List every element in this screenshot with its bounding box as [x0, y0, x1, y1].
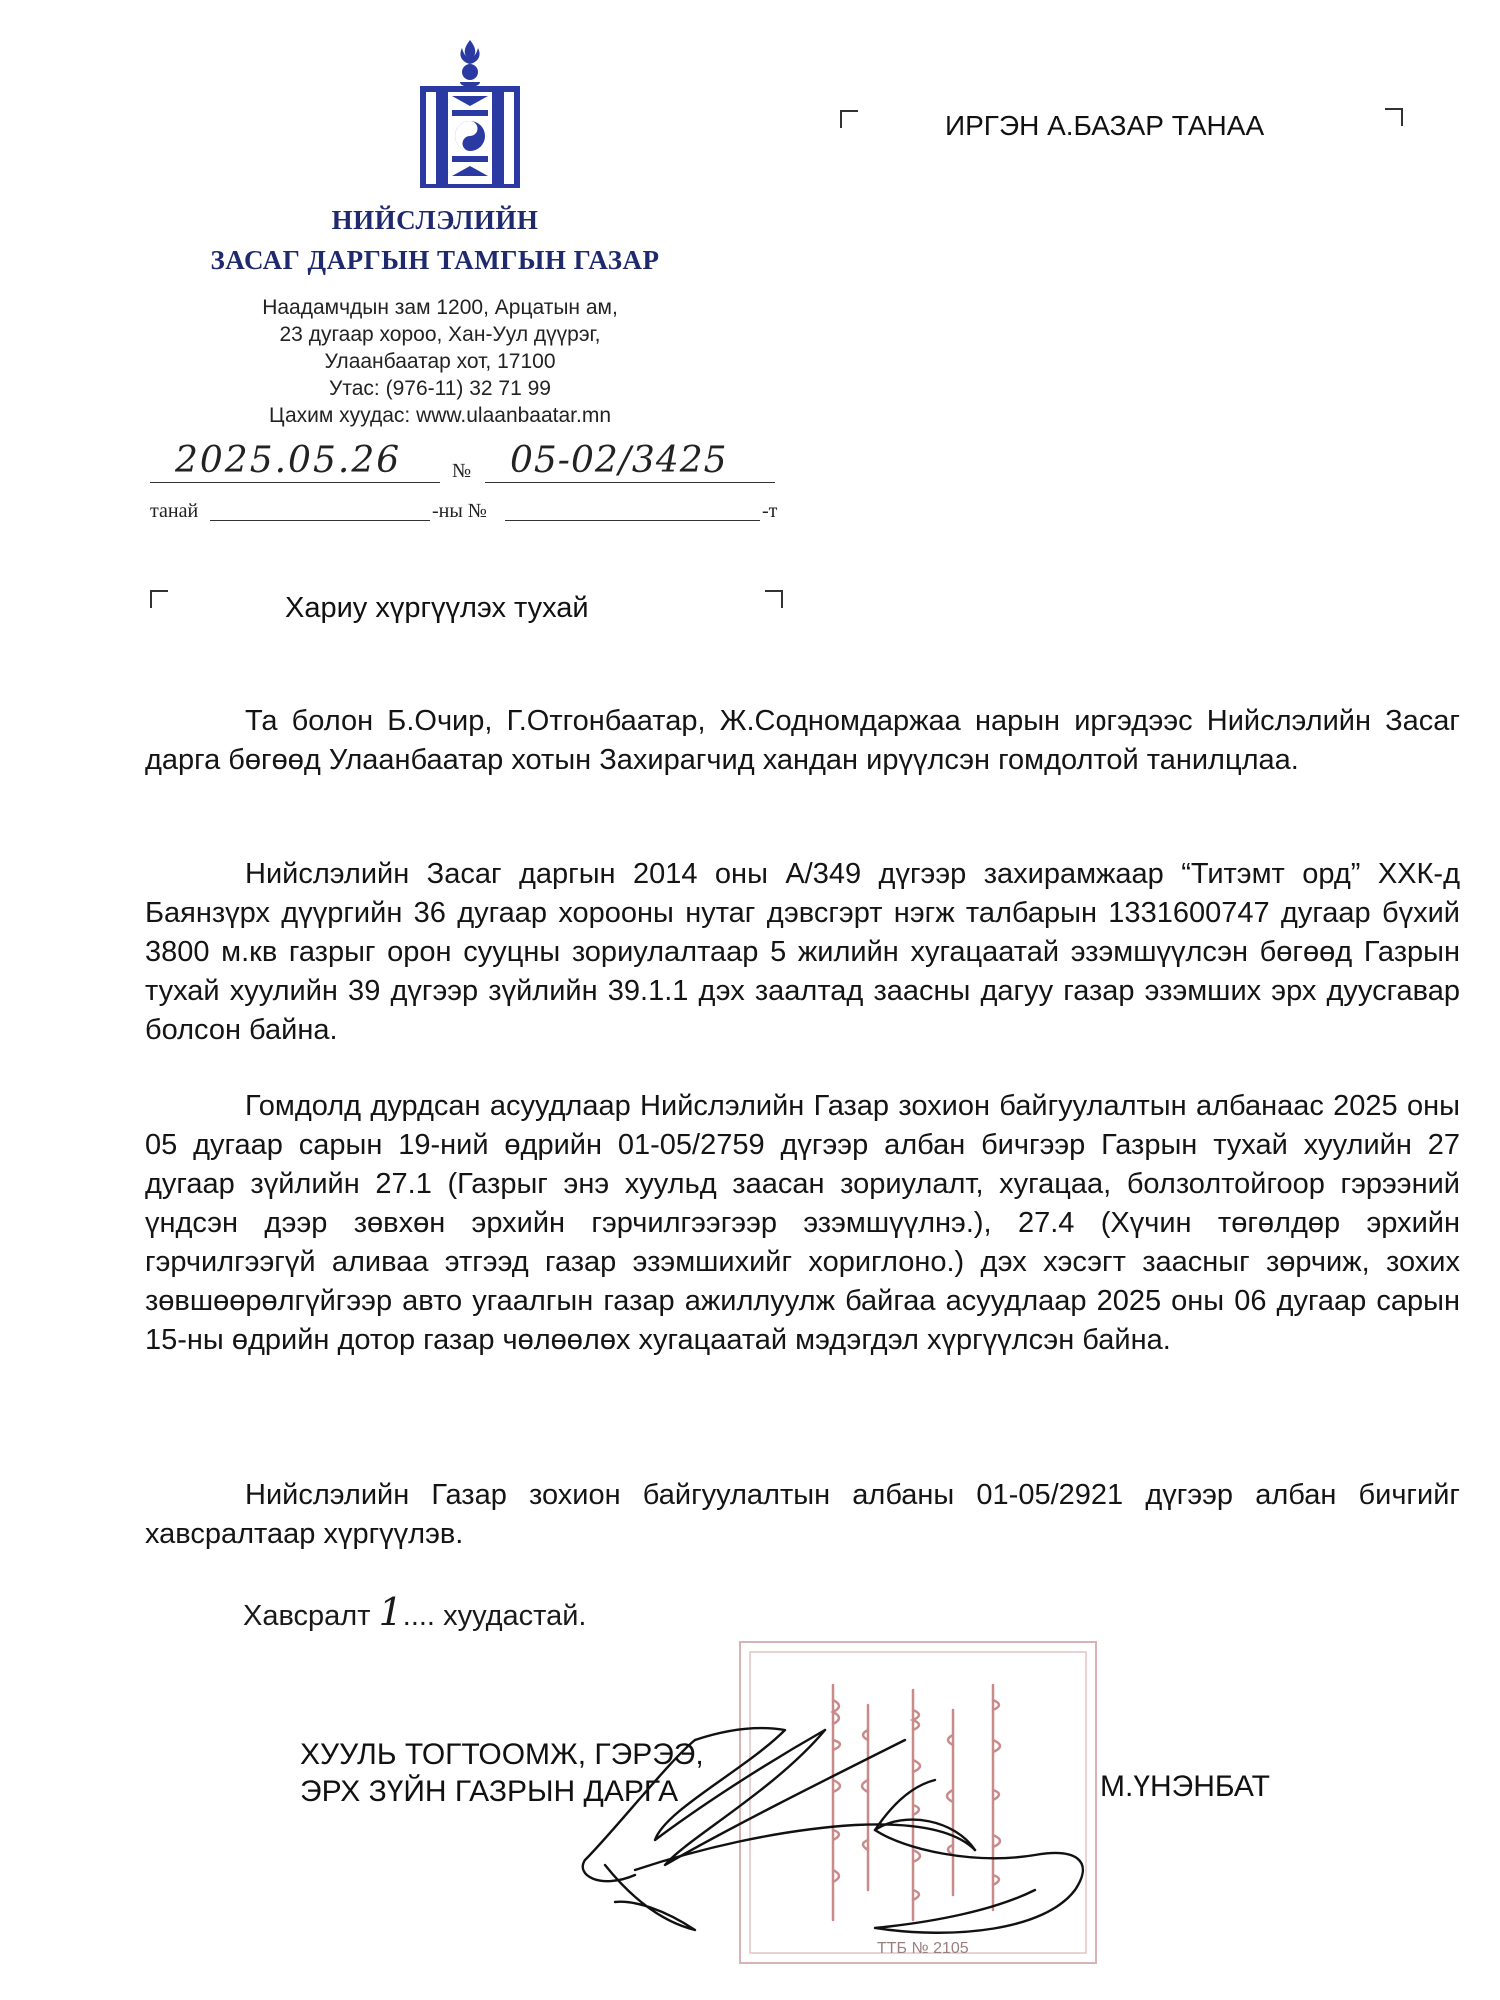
handwritten-signature-icon [575, 1690, 1135, 1950]
signatory-title-line2: ЭРХ ЗҮЙН ГАЗРЫН ДАРГА [300, 1775, 679, 1808]
corner-mark [1385, 108, 1403, 126]
signatory-name: М.ҮНЭНБАТ [1100, 1770, 1270, 1803]
body-paragraph: Гомдолд дурдсан асуудлаар Нийслэлийн Газар зохион байгуулалтын албанаас 2025 оны 05 дугаар сарын 19-ний өдрийн 01-05/2759 дүгээр албан бичгээр Газрын тухай хуулийн 27 дугаар зүйлийн 27.1 (Газрыг энэ хуульд заасан зориулалт, хугацаа, болзолтойгоор гэрээний үндсэн дээр зөвхөн эрхийн гэрчилгээгээр эзэмшүүлнэ.), 27.4 (Хүчин төгөлдөр эрхийн гэрчилгээгүй аливаа этгээд газар эзэмшихийг хориглоно.) дэх хэсэгт заасныг зөрчиж, зохих зөвшөөрөлгүйгээр авто угаалгын газар ажиллуулж байгаа асуудлаар 2025 оны 06 дугаар сарын 15-ны өдрийн дотор газар чөлөөлөх хугацаатай мэдэгдэл хүргүүлсэн байна. [145, 1090, 1460, 1356]
address-line: Улаанбаатар хот, 17100 [324, 350, 556, 373]
corner-mark [150, 590, 168, 608]
letter-subject: Хариу хүргүүлэх тухай [285, 592, 589, 624]
stamp-code: ТТБ № 2105 [877, 1940, 969, 1957]
attachment-count: 1 [378, 1590, 403, 1634]
attachment-suffix: хуудастай. [443, 1600, 587, 1632]
org-name-line1: НИЙСЛЭЛИЙН [331, 205, 539, 235]
reply-mid: -ны № [432, 500, 487, 522]
address-line: Цахим хуудас: www.ulaanbaatar.mn [268, 404, 612, 427]
reply-prefix: танай [150, 500, 199, 522]
date-underline [150, 482, 440, 483]
body-paragraph: Та болон Б.Очир, Г.Отгонбаатар, Ж.Содномдаржаа нарын иргэдээс Нийслэлийн Засаг дарга бөгөөд Улаанбаатар хотын Захирагчид хандан ирүүлсэн гомдолтой танилцлаа. [145, 705, 1460, 776]
soyombo-emblem-icon [420, 38, 520, 188]
reply-number-line [505, 520, 760, 521]
org-name-line2: ЗАСАГ ДАРГЫН ТАМГЫН ГАЗАР [210, 245, 660, 275]
reply-date-line [210, 520, 430, 521]
address-line: 23 дугаар хороо, Хан-Уул дүүрэг, [279, 323, 601, 346]
body-paragraph: Нийслэлийн Газар зохион байгуулалтын албаны 01-05/2921 дүгээр албан бичгийг хавсралтаар хүргүүлэв. [145, 1479, 1460, 1550]
attachment-dots: .... [402, 1600, 435, 1632]
corner-mark [765, 590, 783, 608]
reply-suffix: -т [762, 500, 778, 522]
number-label: № [452, 460, 472, 482]
number-underline [485, 482, 775, 483]
letter-number: 05-02/3425 [510, 440, 728, 481]
signatory-title-line1: ХУУЛЬ ТОГТООМЖ, ГЭРЭЭ, [300, 1738, 704, 1771]
letter-date: 2025.05.26 [175, 440, 402, 481]
body-paragraph: Нийслэлийн Засаг даргын 2014 оны А/349 дүгээр захирамжаар “Титэмт орд” ХХК-д Баянзүрх дүүргийн 36 дугаар хорооны нутаг дэвсгэрт нэгж талбарын 1331600747 дугаар бүхий 3800 м.кв газрыг орон сууцны зориулалтаар 5 жилийн хугацаатай эзэмшүүлсэн бөгөөд Газрын тухай хуулийн 39 дүгээр зүйлийн 39.1.1 дэх заалтад заасны дагуу газар эзэмших эрх дуусгавар болсон байна. [145, 858, 1460, 1046]
address-line: Наадамчдын зам 1200, Арцатын ам, [262, 296, 618, 319]
attachment-line [243, 1590, 587, 1634]
attachment-prefix: Хавсралт [243, 1600, 371, 1632]
address-line: Утас: (976-11) 32 71 99 [329, 377, 551, 400]
corner-mark [840, 110, 858, 128]
recipient: ИРГЭН А.БАЗАР ТАНАА [945, 110, 1265, 141]
